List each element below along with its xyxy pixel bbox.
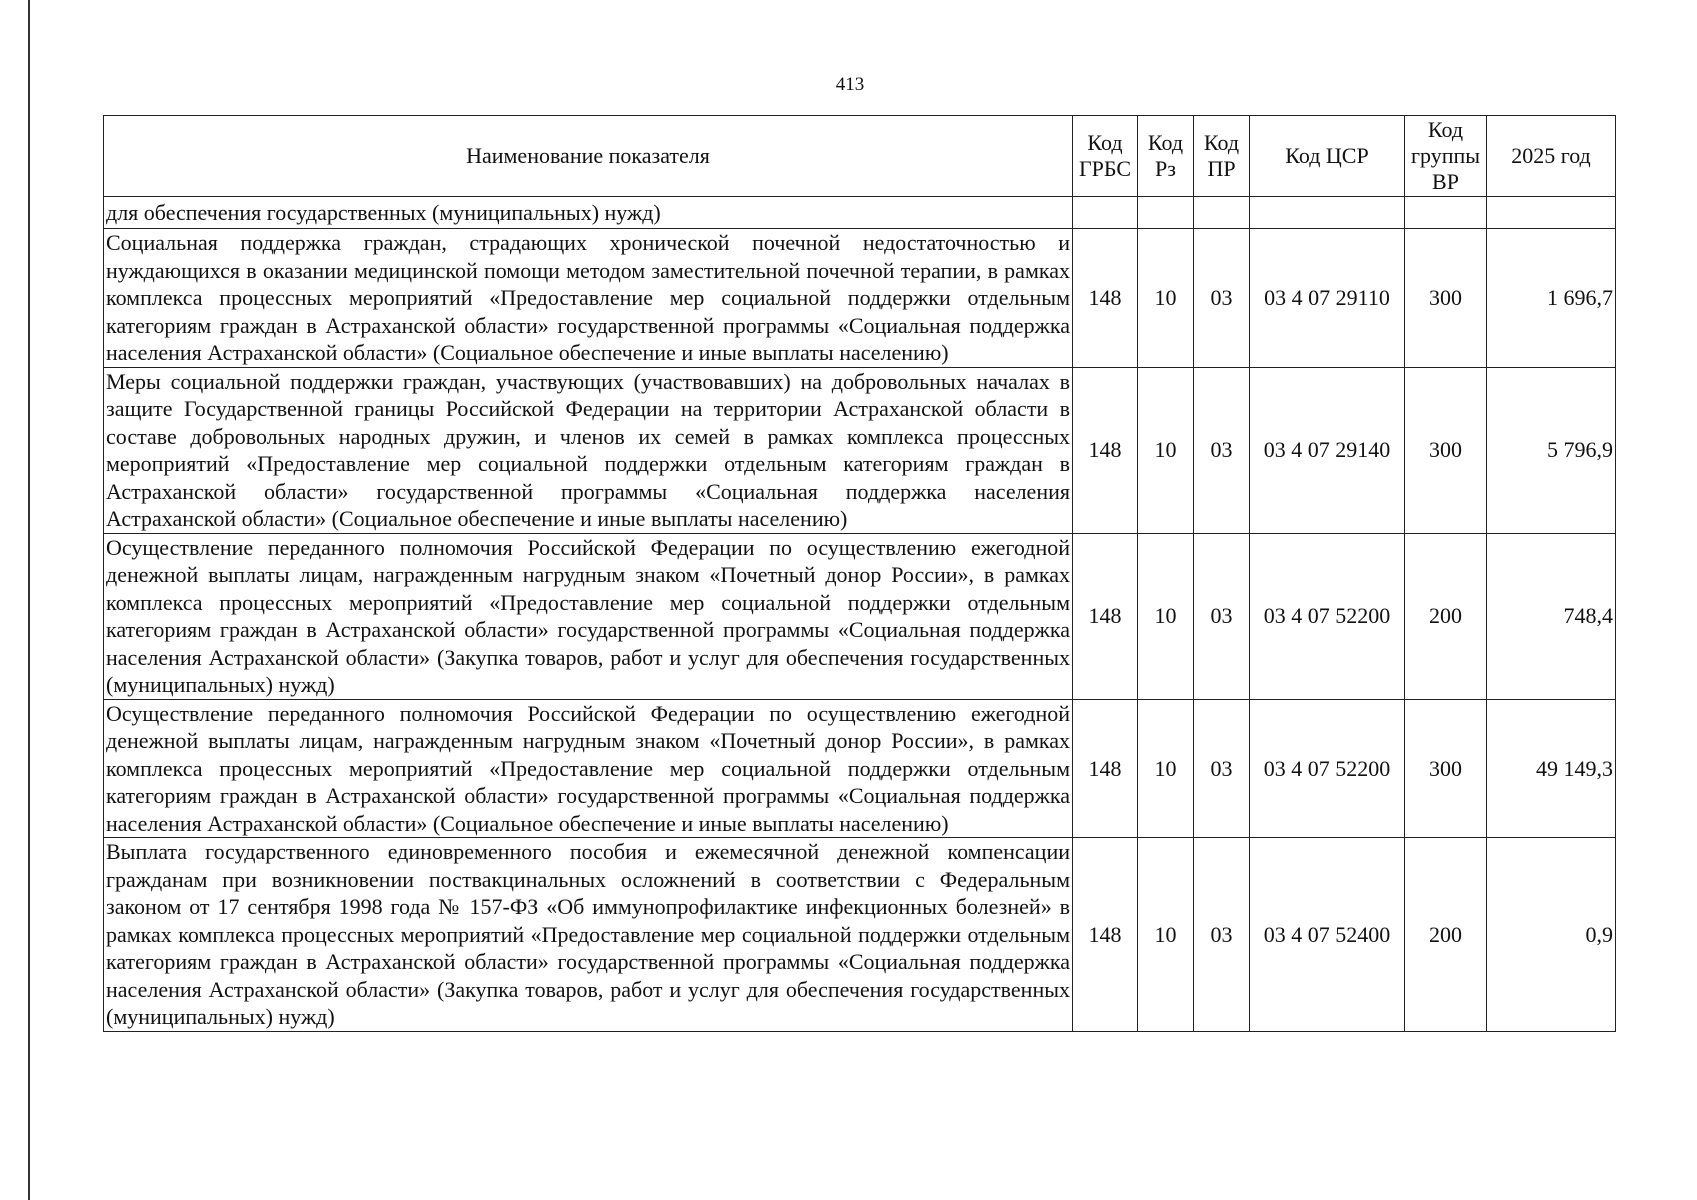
table-row <box>104 229 1616 368</box>
table-row <box>104 838 1616 1032</box>
empty-cell <box>1487 197 1616 229</box>
pr-code: 03 <box>1194 838 1250 1032</box>
page-number: 413 <box>835 74 865 95</box>
rz-code: 10 <box>1138 699 1194 838</box>
empty-cell <box>1405 197 1487 229</box>
grbs-code: 148 <box>1073 699 1138 838</box>
table-header-row <box>104 116 1616 197</box>
amount-2025: 748,4 <box>1487 533 1616 699</box>
indicator-name: Выплата государственного единовременного пособия и ежемесячной денежной компенсации гражданам при возникновении поствакцинальных осложнений в соответствии с Федеральным законом от 17 сентября 1998 года № 157-ФЗ «Об иммунопрофилактике инфекционных болезней» в рамках комплекса процессных мероприятий «Предоставление мер социальной поддержки отдельным категориям граждан в Астраханской области» государственной программы «Социальная поддержка населения Астраханской области» (Закупка товаров, работ и услуг для обеспечения государственных (муниципальных) нужд) <box>104 838 1073 1032</box>
pr-code: 03 <box>1194 367 1250 533</box>
pr-code: 03 <box>1194 229 1250 368</box>
csr-code: 03 4 07 29140 <box>1250 367 1405 533</box>
header-name: Наименование показателя <box>104 116 1073 197</box>
rz-code: 10 <box>1138 367 1194 533</box>
grbs-code: 148 <box>1073 838 1138 1032</box>
header-rz: Код Рз <box>1138 116 1194 197</box>
table-row <box>104 699 1616 838</box>
indicator-name: Осуществление переданного полномочия Российской Федерации по осуществлению ежегодной денежной выплаты лицам, награжденным нагрудным знаком «Почетный донор России», в рамках комплекса процессных мероприятий «Предоставление мер социальной поддержки отдельным категориям граждан в Астраханской области» государственной программы «Социальная поддержка населения Астраханской области» (Закупка товаров, работ и услуг для обеспечения государственных (муниципальных) нужд) <box>104 533 1073 699</box>
grbs-code: 148 <box>1073 533 1138 699</box>
header-year: 2025 год <box>1487 116 1616 197</box>
amount-2025: 49 149,3 <box>1487 699 1616 838</box>
amount-2025: 1 696,7 <box>1487 229 1616 368</box>
rz-code: 10 <box>1138 838 1194 1032</box>
amount-2025: 0,9 <box>1487 838 1616 1032</box>
indicator-name: Осуществление переданного полномочия Российской Федерации по осуществлению ежегодной денежной выплаты лицам, награжденным нагрудным знаком «Почетный донор России», в рамках комплекса процессных мероприятий «Предоставление мер социальной поддержки отдельным категориям граждан в Астраханской области» государственной программы «Социальная поддержка населения Астраханской области» (Социальное обеспечение и иные выплаты населению) <box>104 699 1073 838</box>
csr-code: 03 4 07 52400 <box>1250 838 1405 1032</box>
continuation-text: для обеспечения государственных (муниципальных) нужд) <box>104 197 1073 229</box>
csr-code: 03 4 07 52200 <box>1250 699 1405 838</box>
vr-code: 200 <box>1405 533 1487 699</box>
header-grbs: Код ГРБС <box>1073 116 1138 197</box>
indicator-name: Меры социальной поддержки граждан, участвующих (участвовавших) на добровольных началах в защите Государственной границы Российской Федерации на территории Астраханской области в составе добровольных народных дружин, и членов их семей в рамках комплекса процессных мероприятий «Предоставление мер социальной поддержки отдельным категориям граждан в Астраханской области» государственной программы «Социальная поддержка населения Астраханской области» (Социальное обеспечение и иные выплаты населению) <box>104 367 1073 533</box>
binding-margin-line <box>28 0 30 1200</box>
amount-2025: 5 796,9 <box>1487 367 1616 533</box>
empty-cell <box>1138 197 1194 229</box>
vr-code: 300 <box>1405 229 1487 368</box>
pr-code: 03 <box>1194 533 1250 699</box>
csr-code: 03 4 07 29110 <box>1250 229 1405 368</box>
empty-cell <box>1250 197 1405 229</box>
continuation-row <box>104 197 1616 229</box>
table-row <box>104 533 1616 699</box>
rz-code: 10 <box>1138 229 1194 368</box>
empty-cell <box>1194 197 1250 229</box>
header-csr: Код ЦСР <box>1250 116 1405 197</box>
grbs-code: 148 <box>1073 367 1138 533</box>
indicator-name: Социальная поддержка граждан, страдающих хронической почечной недостаточностью и нуждающихся в оказании медицинской помощи методом заместительной почечной терапии, в рамках комплекса процессных мероприятий «Предоставление мер социальной поддержки отдельным категориям граждан в Астраханской области» государственной программы «Социальная поддержка населения Астраханской области» (Социальное обеспечение и иные выплаты населению) <box>104 229 1073 368</box>
grbs-code: 148 <box>1073 229 1138 368</box>
header-vr: Код группы ВР <box>1405 116 1487 197</box>
empty-cell <box>1073 197 1138 229</box>
table-row <box>104 367 1616 533</box>
vr-code: 200 <box>1405 838 1487 1032</box>
pr-code: 03 <box>1194 699 1250 838</box>
rz-code: 10 <box>1138 533 1194 699</box>
vr-code: 300 <box>1405 699 1487 838</box>
budget-table <box>103 115 1616 1032</box>
csr-code: 03 4 07 52200 <box>1250 533 1405 699</box>
header-pr: Код ПР <box>1194 116 1250 197</box>
vr-code: 300 <box>1405 367 1487 533</box>
